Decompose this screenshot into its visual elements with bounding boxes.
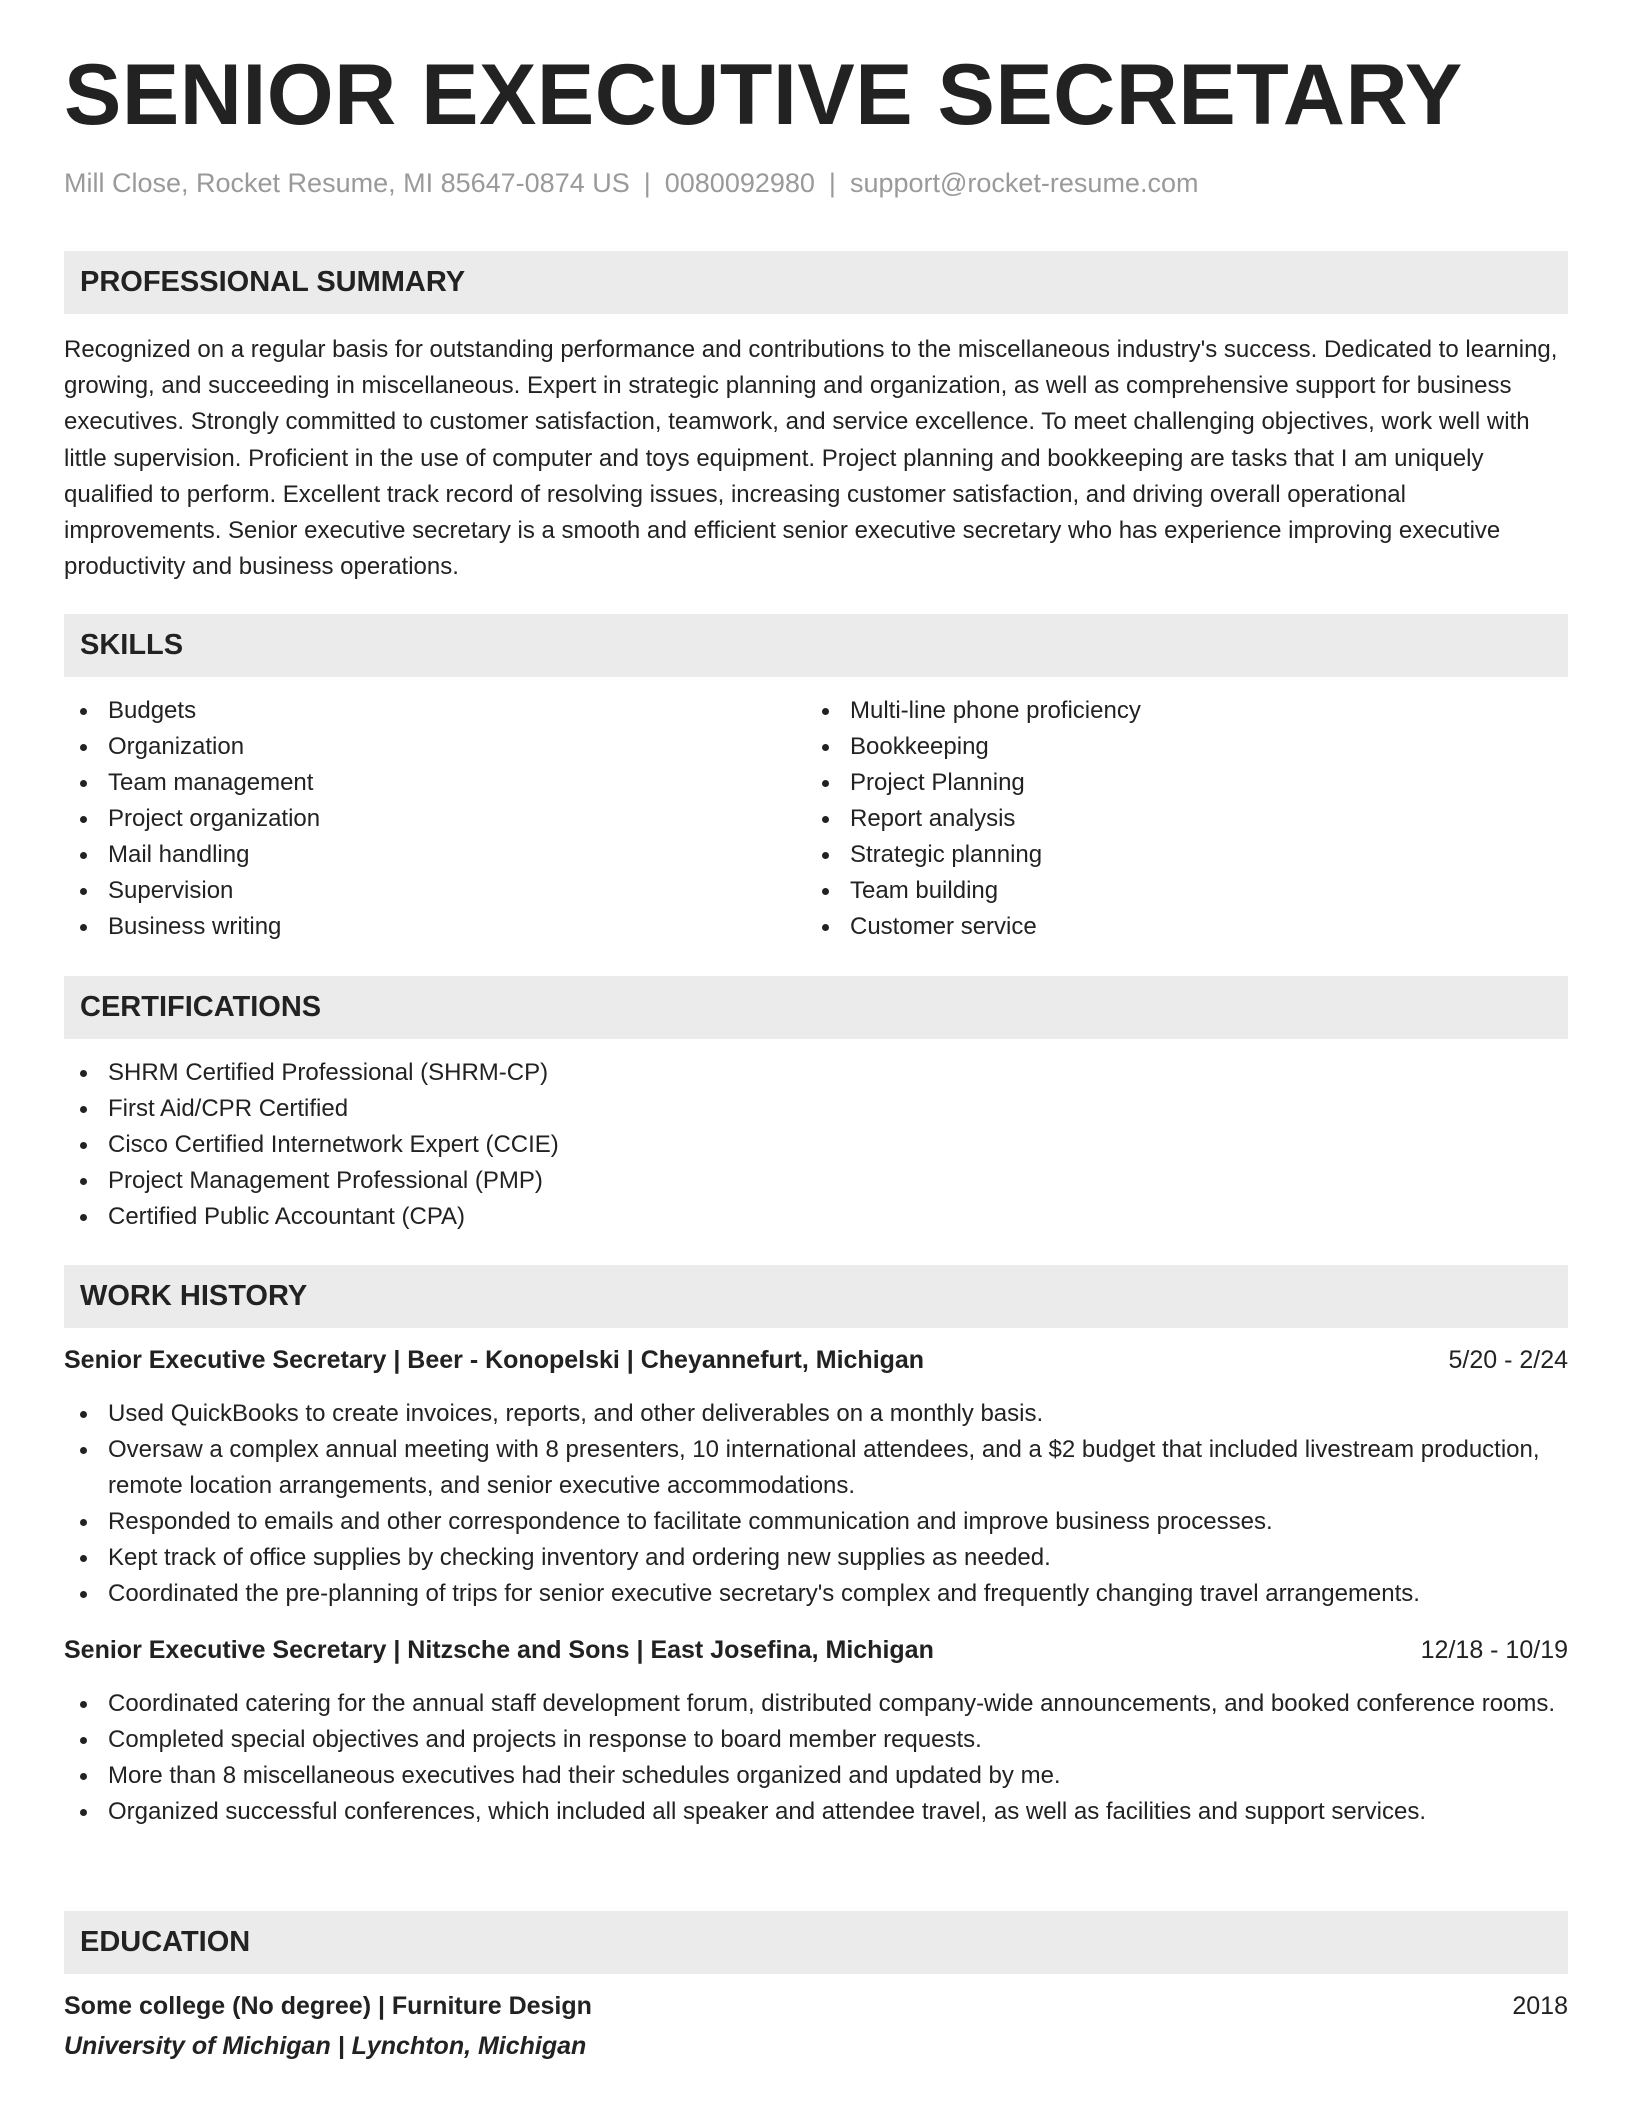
job-bullet: Kept track of office supplies by checking inventory and ordering new supplies as needed.	[64, 1540, 1568, 1576]
job-bullet: Coordinated catering for the annual staff development forum, distributed company-wide announcements, and booked conference rooms.	[64, 1686, 1568, 1722]
skill-item: Customer service	[806, 909, 1548, 945]
contact-line	[64, 168, 1198, 199]
education-heading: EDUCATION	[64, 1911, 1568, 1974]
job-bullets	[64, 1396, 1568, 1612]
job-bullet: Responded to emails and other correspondence to facilitate communication and improve business processes.	[64, 1504, 1568, 1540]
skill-item: Supervision	[64, 873, 806, 909]
education-year: 2018	[1512, 1992, 1568, 2020]
skill-item: Team building	[806, 873, 1548, 909]
certifications-heading: CERTIFICATIONS	[64, 976, 1568, 1039]
certification-item: Cisco Certified Internetwork Expert (CCIE)	[64, 1127, 1568, 1163]
certification-item: SHRM Certified Professional (SHRM-CP)	[64, 1055, 1568, 1091]
education-school: University of Michigan | Lynchton, Michigan	[64, 2032, 587, 2060]
job-date: 12/18 - 10/19	[1420, 1636, 1568, 1664]
contact-separator: |	[643, 168, 651, 198]
job-header	[64, 1342, 1568, 1378]
education-degree: Some college (No degree) | Furniture Design	[64, 1992, 592, 2020]
certification-item: Project Management Professional (PMP)	[64, 1163, 1568, 1199]
job-bullet: Oversaw a complex annual meeting with 8 presenters, 10 international attendees, and a $2 budget that included livestream production, remote location arrangements, and senior executive accommodations.	[64, 1432, 1568, 1504]
skills-heading: SKILLS	[64, 614, 1568, 677]
summary-heading: PROFESSIONAL SUMMARY	[64, 251, 1568, 314]
summary-section	[64, 251, 1568, 585]
job-title: Senior Executive Secretary | Nitzsche and Sons | East Josefina, Michigan	[64, 1636, 934, 1664]
skill-item: Multi-line phone proficiency	[806, 693, 1548, 729]
education-section	[64, 1911, 1568, 2064]
contact-address: Mill Close, Rocket Resume, MI 85647-0874 US	[64, 168, 630, 198]
certification-item: First Aid/CPR Certified	[64, 1091, 1568, 1127]
work-history-section	[64, 1265, 1568, 1830]
skill-item: Strategic planning	[806, 837, 1548, 873]
skill-item: Report analysis	[806, 801, 1548, 837]
skill-item: Mail handling	[64, 837, 806, 873]
contact-phone: 0080092980	[664, 168, 815, 198]
job-bullets	[64, 1686, 1568, 1830]
skill-item: Team management	[64, 765, 806, 801]
skill-item: Project Planning	[806, 765, 1548, 801]
job-entry	[64, 1342, 1568, 1612]
skill-item: Business writing	[64, 909, 806, 945]
skills-section	[64, 614, 1568, 945]
job-entry	[64, 1632, 1568, 1830]
job-bullet: Coordinated the pre-planning of trips for senior executive secretary's complex and frequently changing travel arrangements.	[64, 1576, 1568, 1612]
job-header	[64, 1632, 1568, 1668]
certification-item: Certified Public Accountant (CPA)	[64, 1199, 1568, 1235]
job-date: 5/20 - 2/24	[1448, 1346, 1568, 1374]
job-bullet: More than 8 miscellaneous executives had their schedules organized and updated by me.	[64, 1758, 1568, 1794]
job-bullet: Completed special objectives and projects in response to board member requests.	[64, 1722, 1568, 1758]
job-bullet: Used QuickBooks to create invoices, reports, and other deliverables on a monthly basis.	[64, 1396, 1568, 1432]
certifications-section	[64, 976, 1568, 1235]
candidate-name: SENIOR EXECUTIVE SECRETARY	[64, 47, 1463, 143]
certifications-list	[64, 1055, 1568, 1235]
skill-item: Organization	[64, 729, 806, 765]
skill-item: Budgets	[64, 693, 806, 729]
skill-item: Project organization	[64, 801, 806, 837]
education-header	[64, 1988, 1568, 2024]
job-bullet: Organized successful conferences, which included all speaker and attendee travel, as well as facilities and support services.	[64, 1794, 1568, 1830]
job-title: Senior Executive Secretary | Beer - Konopelski | Cheyannefurt, Michigan	[64, 1346, 925, 1374]
skill-item: Bookkeeping	[806, 729, 1548, 765]
contact-separator: |	[828, 168, 836, 198]
summary-text: Recognized on a regular basis for outstanding performance and contributions to the miscellaneous industry's success. Dedicated to learning, growing, and succeeding in miscellaneous. Expert in strategic planning and organization, as well as comprehensive support for business executives. Strongly committed to customer satisfaction, teamwork, and service excellence. To meet challenging objectives, work well with little supervision. Proficient in the use of computer and toys equipment. Project planning and bookkeeping are tasks that I am uniquely qualified to perform. Excellent track record of resolving issues, increasing customer satisfaction, and driving overall operational improvements. Senior executive secretary is a smooth and efficient senior executive secretary who has experience improving executive productivity and business operations.	[64, 336, 1558, 581]
skills-list-left	[64, 693, 806, 945]
work-history-heading: WORK HISTORY	[64, 1265, 1568, 1328]
contact-email: support@rocket-resume.com	[849, 168, 1199, 198]
skills-columns	[64, 693, 1568, 945]
skills-list-right	[806, 693, 1548, 945]
